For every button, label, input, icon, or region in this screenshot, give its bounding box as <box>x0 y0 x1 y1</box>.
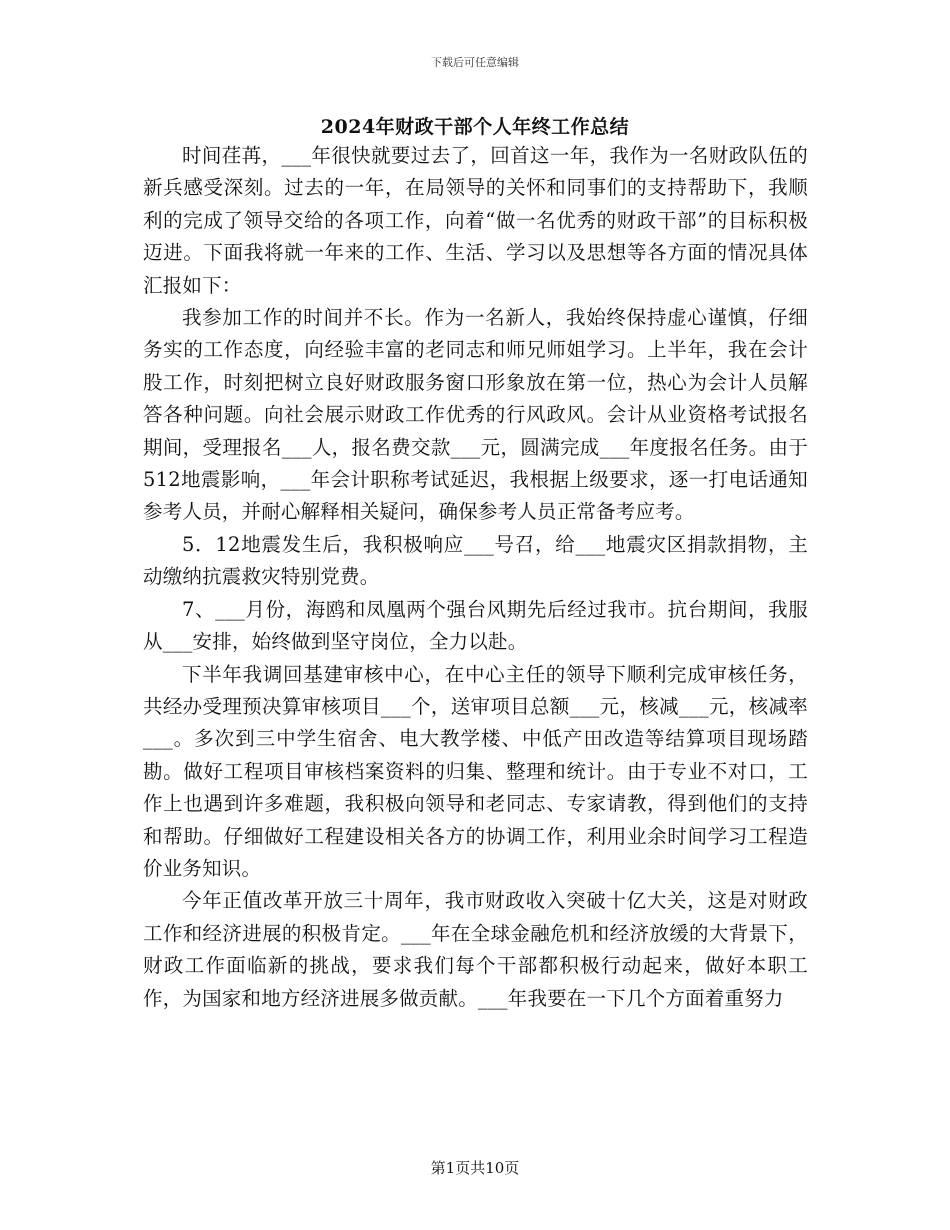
paragraph-second-half-year: 下半年我调回基建审核中心，在中心主任的领导下顺利完成审核任务，共经办受理预决算审核项目___个，送审项目总额___元，核减___元，核减率___。多次到三中学生宿舍、电大教学楼、中低产田改造等结算项目现场踏勘。做好工程项目审核档案资料的归集、整理和统计。由于专业不对口，工作上也遇到许多难题，我积极向领导和老同志、专家请教，得到他们的支持和帮助。仔细做好工程建设相关各方的协调工作，利用业余时间学习工程造价业务知识。 <box>143 662 808 880</box>
paragraph-outlook: 今年正值改革开放三十周年，我市财政收入突破十亿大关，这是对财政工作和经济进展的积极肯定。___年在全球金融危机和经济放缓的大背景下，财政工作面临新的挑战，要求我们每个干部都积极行动起来，做好本职工作，为国家和地方经济进展多做贡献。___年我要在一下几个方面着重努力 <box>143 889 808 1010</box>
paragraph-first-half-year: 我参加工作的时间并不长。作为一名新人，我始终保持虚心谨慎，仔细务实的工作态度，向经验丰富的老同志和师兄师姐学习。上半年，我在会计股工作，时刻把树立良好财政服务窗口形象放在第一位，热心为会计人员解答各种问题。向社会展示财政工作优秀的行风政风。会计从业资格考试报名期间，受理报名___人，报名费交款___元，圆满完成___年度报名任务。由于512地震影响，___年会计职称考试延迟，我根据上级要求，逐一打电话通知参考人员，并耐心解释相关疑问，确保参考人员正常备考应考。 <box>143 306 808 524</box>
page-indicator: 第1页共10页 <box>430 1159 520 1177</box>
paragraph-earthquake: 5．12地震发生后，我积极响应___号召，给___地震灾区捐款捐物，主动缴纳抗震救灾特别党费。 <box>143 532 808 589</box>
document-title: 2024年财政干部个人年终工作总结 <box>320 116 630 138</box>
paragraph-intro: 时间荏苒，___年很快就要过去了，回首这一年，我作为一名财政队伍的新兵感受深刻。过去的一年，在局领导的关怀和同事们的支持帮助下，我顺利的完成了领导交给的各项工作，向着“做一名优秀的财政干部”的目标积极迈进。下面我将就一年来的工作、生活、学习以及思想等各方面的情况具体汇报如下： <box>143 144 808 297</box>
paragraph-typhoon: 7、___月份，海鸥和凤凰两个强台风期先后经过我市。抗台期间，我服从___安排，始终做到坚守岗位，全力以赴。 <box>143 597 808 654</box>
header-note: 下载后可任意编辑 <box>431 56 519 69</box>
document-body <box>143 140 808 1015</box>
